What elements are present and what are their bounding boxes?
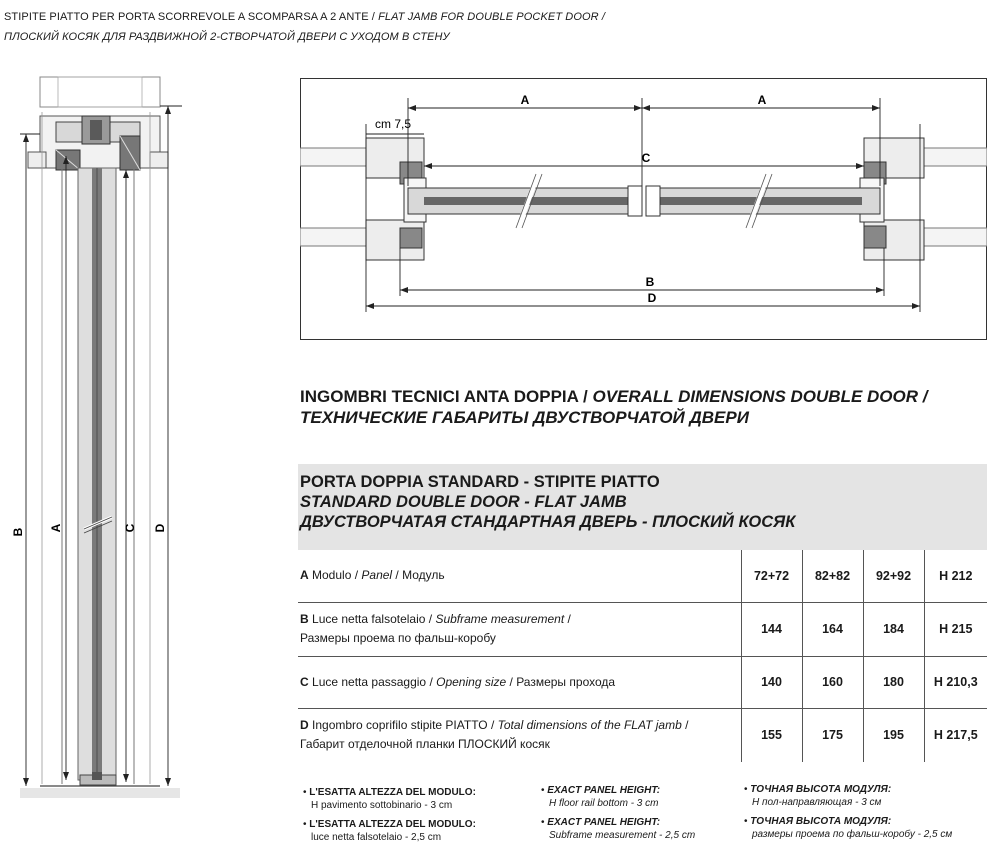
row-label-russian: Габарит отделочной планки ПЛОСКИЙ косяк	[300, 737, 550, 752]
row-key: B	[300, 612, 309, 626]
notes-italian	[303, 786, 476, 844]
row-label-russian: Размеры проема по фальш-коробу	[300, 631, 496, 645]
row-label: C Luce netta passaggio / Opening size / Размеры прохода	[298, 656, 741, 708]
section-label-d: D	[153, 523, 167, 533]
notes-russian	[744, 783, 952, 841]
row-label-english: Subframe measurement	[435, 612, 565, 626]
table-cell: 144	[741, 602, 802, 656]
plan-label-b: B	[645, 275, 655, 289]
section-label-a: A	[49, 523, 63, 533]
section-label-b: B	[11, 527, 25, 537]
dimensions-table	[298, 550, 987, 762]
table-cell: 195	[863, 708, 924, 762]
plan-label-a-right: A	[757, 93, 767, 107]
row-label-italian: Luce netta passaggio	[312, 674, 427, 689]
note-ru-1: • ТОЧНАЯ ВЫСОТА МОДУЛЯ: Н пол-направляющая - 3 см	[744, 784, 892, 808]
row-key: D	[300, 718, 309, 733]
plan-label-c: C	[641, 151, 651, 165]
plan-label-a-left: A	[520, 93, 530, 107]
note-en-2: • EXACT PANEL HEIGHT: Subframe measurement - 2,5 cm	[541, 817, 696, 841]
panel-title-russian: ДВУСТВОРЧАТАЯ СТАНДАРТНАЯ ДВЕРЬ - ПЛОСКИЙ КОСЯК	[300, 513, 796, 531]
row-label-italian: Ingombro coprifilo stipite PIATTO	[312, 718, 488, 733]
table-panel-header	[298, 464, 987, 550]
table-cell: 82+82	[802, 550, 863, 602]
row-label-italian: Luce netta falsotelaio	[312, 612, 426, 626]
table-cell: H 212	[924, 550, 987, 602]
dimensions-heading	[300, 386, 927, 408]
row-key: A	[300, 568, 309, 583]
plan-label-cm: cm 7,5	[374, 117, 412, 131]
row-label-english: Total dimensions of the FLAT jamb	[497, 718, 682, 733]
title-italian: STIPITE PIATTO PER PORTA SCORREVOLE A SCOMPARSA A 2 ANTE /	[4, 11, 379, 23]
table-cell: 184	[863, 602, 924, 656]
table-cell: 140	[741, 656, 802, 708]
note-en-1: • EXACT PANEL HEIGHT: H floor rail bottom - 3 cm	[541, 785, 661, 809]
table-cell: 160	[802, 656, 863, 708]
table-row	[298, 550, 987, 602]
title-english: FLAT JAMB FOR DOUBLE POCKET DOOR /	[378, 11, 606, 23]
table-cell: 164	[802, 602, 863, 656]
vertical-section-diagram	[0, 72, 200, 800]
row-label-russian: Размеры прохода	[516, 674, 616, 689]
table-row	[298, 656, 987, 708]
table-cell: H 215	[924, 602, 987, 656]
table-cell: 92+92	[863, 550, 924, 602]
note-ru-2: • ТОЧНАЯ ВЫСОТА МОДУЛЯ: размеры проема по фальш-коробу - 2,5 см	[744, 816, 953, 840]
table-cell: 175	[802, 708, 863, 762]
table-cell: H 210,3	[924, 656, 987, 708]
row-label: D Ingombro coprifilo stipite PIATTO / Total dimensions of the FLAT jamb / Габарит отделочной планки ПЛОСКИЙ косяк	[298, 708, 741, 762]
table-cell: 72+72	[741, 550, 802, 602]
table-row	[298, 602, 987, 656]
plan-view-diagram	[300, 78, 987, 340]
dimensions-heading-english: OVERALL DIMENSIONS DOUBLE DOOR /	[592, 387, 928, 406]
table-cell: 155	[741, 708, 802, 762]
dimensions-heading-italian: INGOMBRI TECNICI ANTA DOPPIA /	[300, 387, 593, 406]
document-title	[4, 10, 605, 24]
table-row	[298, 708, 987, 762]
table-cell: 180	[863, 656, 924, 708]
plan-label-d: D	[647, 291, 657, 305]
row-label-italian: Modulo	[312, 568, 352, 583]
panel-title-italian: PORTA DOPPIA STANDARD - STIPITE PIATTO	[300, 473, 660, 491]
row-label: A Modulo / Panel / Модуль	[300, 568, 445, 583]
title-russian: ПЛОСКИЙ КОСЯК ДЛЯ РАЗДВИЖНОЙ 2-СТВОРЧАТОЙ ДВЕРИ С УХОДОМ В СТЕНУ	[4, 31, 450, 43]
table-cell: H 217,5	[924, 708, 987, 762]
note-it-2: • L'ESATTA ALTEZZA DEL MODULO: luce netta falsotelaio - 2,5 cm	[303, 819, 476, 843]
section-label-c: C	[123, 523, 137, 533]
row-label-english: Opening size	[436, 674, 507, 689]
row-label-russian: Модуль	[402, 568, 445, 583]
note-it-1: • L'ESATTA ALTEZZA DEL MODULO: H pavimento sottobinario - 3 cm	[303, 787, 476, 811]
dimensions-heading-russian: ТЕХНИЧЕСКИЕ ГАБАРИТЫ ДВУСТВОРЧАТОЙ ДВЕРИ	[300, 408, 749, 427]
row-label: B Luce netta falsotelaio / Subframe measurement / Размеры проема по фальш-коробу	[298, 602, 741, 656]
notes-english	[541, 784, 695, 842]
row-label-english: Panel	[361, 568, 393, 583]
row-key: C	[300, 674, 309, 689]
panel-title-english: STANDARD DOUBLE DOOR - FLAT JAMB	[300, 493, 627, 511]
